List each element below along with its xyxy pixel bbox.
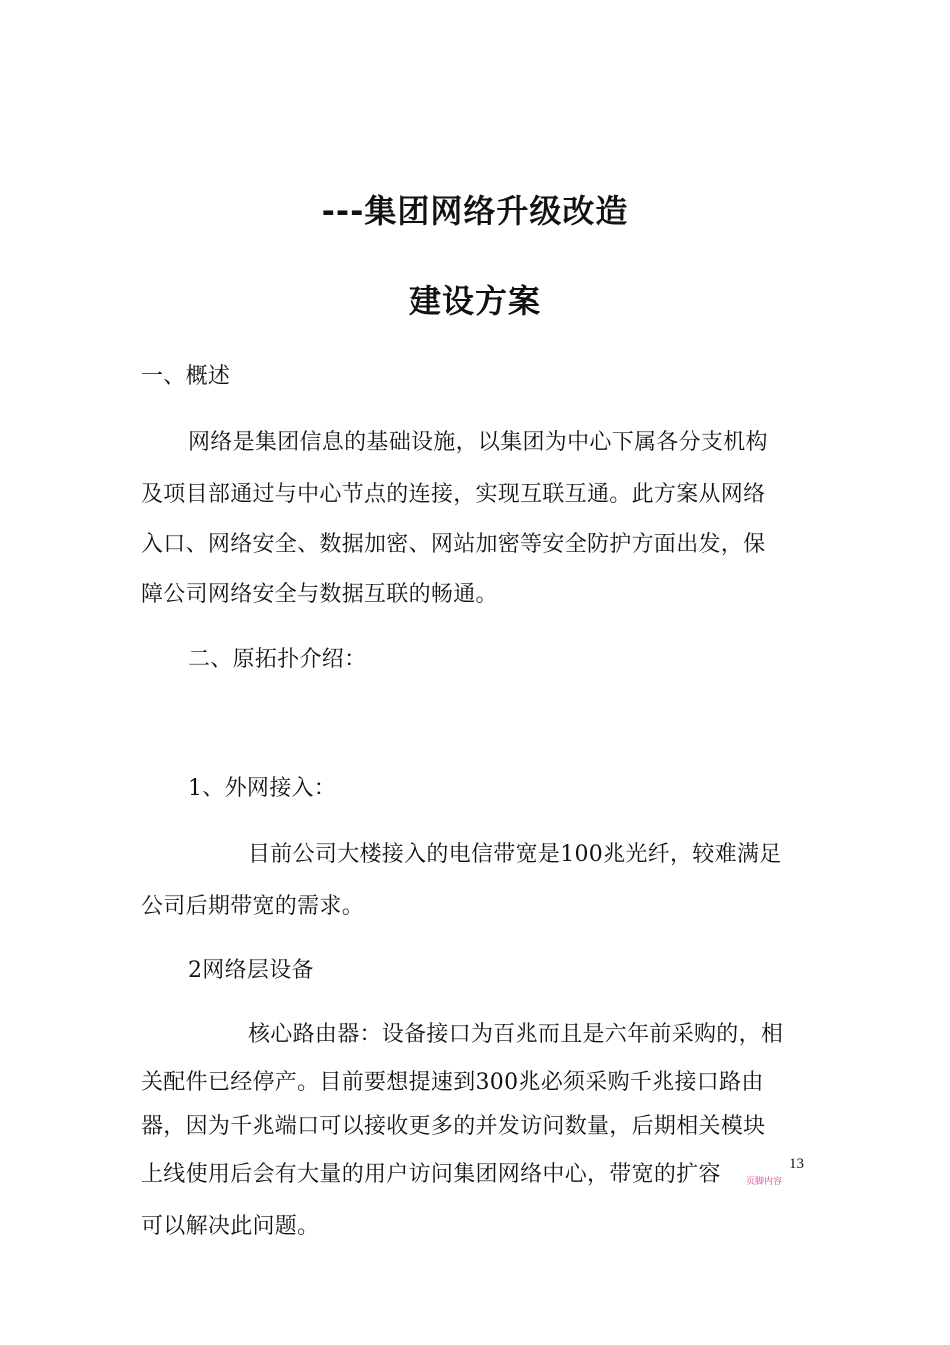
paragraph-line: 目前公司大楼接入的电信带宽是100兆光纤，较难满足 (248, 842, 782, 867)
section-heading-overview: 一、概述 (141, 364, 231, 389)
paragraph-line: 核心路由器：设备接口为百兆而且是六年前采购的，相 (248, 1022, 784, 1047)
paragraph-line: 可以解决此问题。 (141, 1214, 320, 1239)
paragraph-line: 网络是集团信息的基础设施，以集团为中心下属各分支机构 (188, 430, 768, 455)
subsection-heading-network-devices: 2网络层设备 (188, 958, 314, 983)
document-title-line-1: ---集团网络升级改造 (321, 192, 629, 230)
document-title-line-2: 建设方案 (408, 282, 541, 320)
page-number: 13 (789, 1156, 804, 1172)
paragraph-line: 障公司网络安全与数据互联的畅通。 (141, 582, 498, 607)
paragraph-line: 关配件已经停产。目前要想提速到300兆必须采购千兆接口路由 (141, 1070, 764, 1095)
subsection-heading-external-access: 1、外网接入： (188, 776, 337, 801)
paragraph-line: 及项目部通过与中心节点的连接，实现互联互通。此方案从网络 (141, 482, 766, 507)
paragraph-line: 器，因为千兆端口可以接收更多的并发访问数量，后期相关模块 (141, 1114, 766, 1139)
section-heading-topology: 二、原拓扑介绍： (188, 647, 367, 672)
paragraph-line: 上线使用后会有大量的用户访问集团网络中心，带宽的扩容 (141, 1162, 721, 1187)
footer-label: 页脚内容 (746, 1177, 783, 1187)
paragraph-line: 入口、网络安全、数据加密、网站加密等安全防护方面出发，保 (141, 532, 766, 557)
paragraph-line: 公司后期带宽的需求。 (141, 894, 365, 919)
